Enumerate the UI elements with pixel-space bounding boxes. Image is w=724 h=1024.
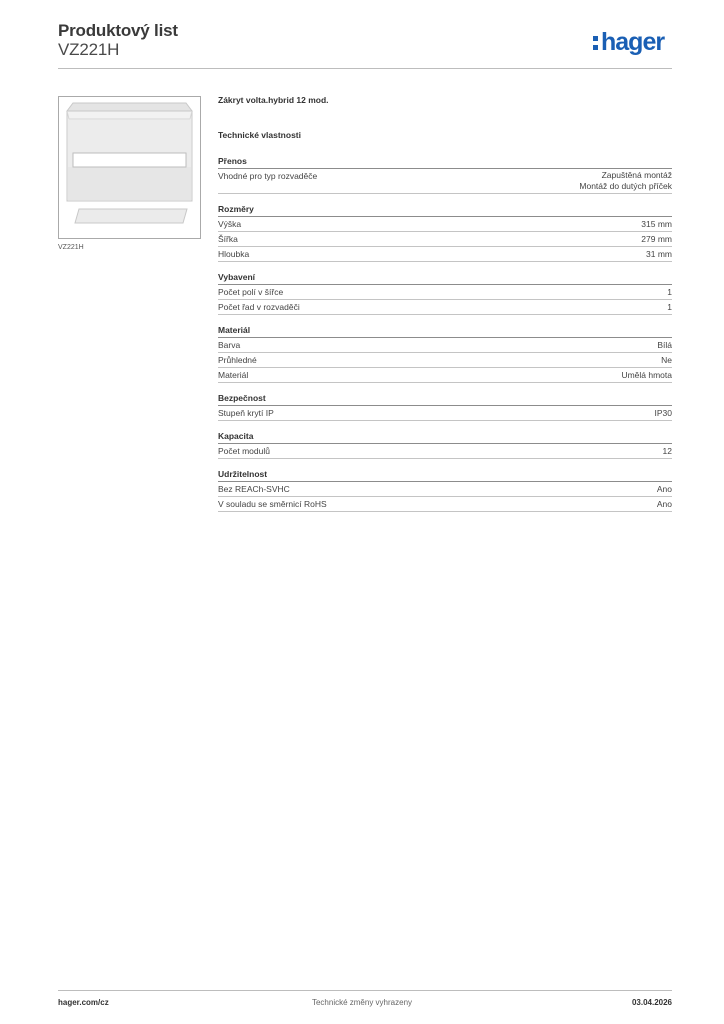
spec-row: [218, 247, 672, 262]
section-heading: Bezpečnost: [218, 392, 672, 406]
footer-divider: [58, 990, 672, 991]
spec-value: 31 mm: [646, 249, 672, 259]
tech-properties-title: Technické vlastnosti: [218, 130, 301, 140]
hager-logo: [593, 27, 664, 57]
footer-website-link[interactable]: hager.com/cz: [58, 998, 109, 1007]
spec-label: Šířka: [218, 234, 238, 244]
spec-value: 279 mm: [641, 234, 672, 244]
spec-row: [218, 232, 672, 247]
page-title: Produktový list: [58, 21, 178, 40]
logo-dots-icon: [593, 34, 599, 52]
section-heading: Rozměry: [218, 203, 672, 217]
spec-value: 1: [667, 302, 672, 312]
technical-specs: [218, 95, 672, 512]
cover-panel-illustration: [59, 97, 200, 238]
spec-label: Bez REACh-SVHC: [218, 484, 290, 494]
section-material: [218, 324, 672, 383]
spec-row: [218, 406, 672, 421]
section-heading: Udržitelnost: [218, 468, 672, 482]
spec-label: Počet řad v rozvaděči: [218, 302, 300, 312]
spec-label: Průhledné: [218, 355, 257, 365]
spec-label: Barva: [218, 340, 241, 350]
spec-value: IP30: [654, 408, 672, 418]
spec-label: Počet polí v šířce: [218, 287, 284, 297]
spec-row: [218, 300, 672, 315]
section-kapacita: [218, 430, 672, 459]
spec-label: Stupeň krytí IP: [218, 408, 274, 418]
spec-row: [218, 338, 672, 353]
spec-label: Počet modulů: [218, 446, 270, 456]
spec-value: Ne: [661, 355, 672, 365]
footer-notice: Technické změny vyhrazeny: [311, 998, 413, 1007]
spec-row: [218, 169, 672, 194]
spec-value: Bílá: [657, 340, 672, 350]
section-prenos: [218, 155, 672, 194]
section-heading: Vybavení: [218, 271, 672, 285]
product-name: Zákryt volta.hybrid 12 mod.: [218, 95, 329, 105]
section-heading: Kapacita: [218, 430, 672, 444]
spec-value: Umělá hmota: [621, 370, 672, 380]
image-caption: VZ221H: [58, 244, 84, 251]
product-code: VZ221H: [58, 40, 120, 59]
spec-row: [218, 217, 672, 232]
header-divider: [58, 68, 672, 69]
spec-row: [218, 368, 672, 383]
spec-label: V souladu se směrnicí RoHS: [218, 499, 327, 509]
spec-label: Výška: [218, 219, 242, 229]
spec-value-line: Montáž do dutých příček: [579, 181, 672, 191]
footer-date: 03.04.2026: [631, 998, 672, 1007]
spec-value: Ano: [656, 484, 672, 494]
section-bezpecnost: [218, 392, 672, 421]
section-rozmery: [218, 203, 672, 262]
spec-value-line: Zapuštěná montáž: [601, 170, 672, 180]
spec-row: [218, 482, 672, 497]
spec-label: Vhodné pro typ rozvaděče: [218, 171, 318, 181]
spec-value: [579, 170, 672, 192]
spec-value: 315 mm: [641, 219, 672, 229]
spec-row: [218, 353, 672, 368]
spec-label: Hloubka: [218, 249, 250, 259]
spec-value: 1: [667, 287, 672, 297]
section-vybaveni: [218, 271, 672, 315]
logo-text: hager: [601, 27, 665, 56]
section-heading: Přenos: [218, 155, 672, 169]
spec-row: [218, 285, 672, 300]
spec-value: Ano: [656, 499, 672, 509]
spec-row: [218, 497, 672, 512]
section-heading: Materiál: [218, 324, 672, 338]
spec-label: Materiál: [218, 370, 249, 380]
section-udrzitelnost: [218, 468, 672, 512]
spec-value: 12: [662, 446, 672, 456]
spec-row: [218, 444, 672, 459]
product-image: [58, 96, 201, 239]
